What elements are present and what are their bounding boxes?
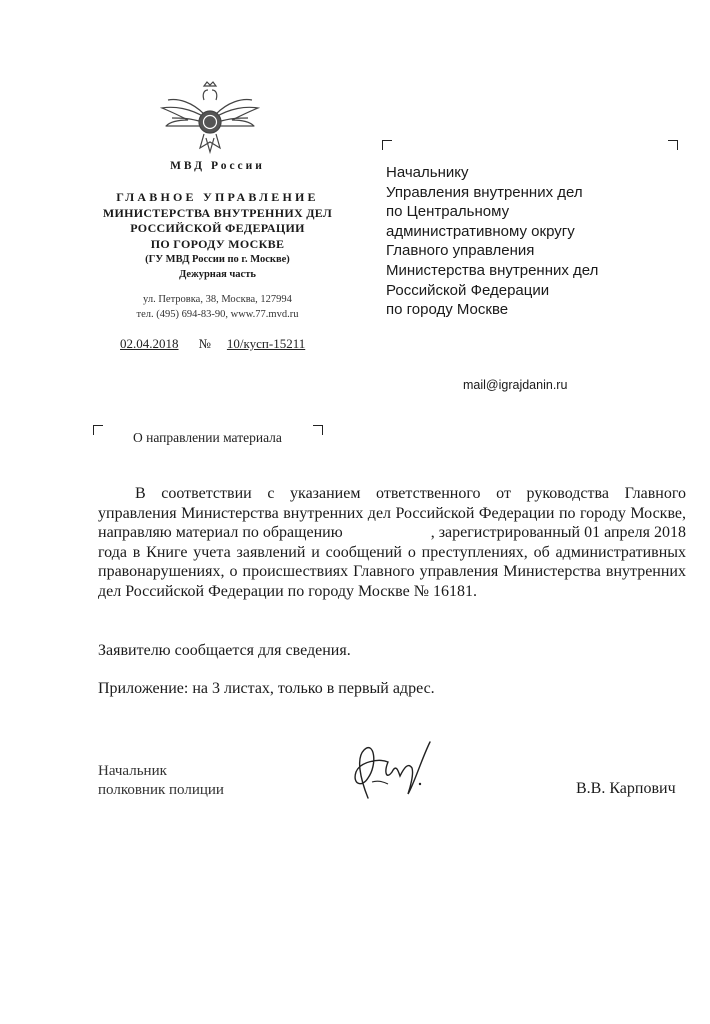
body-paragraph-main: В соответствии с указанием ответственного от руководства Главного управления Министерства внутренних дел Российской Федерации по городу Москве, направляю материал по обращению , зарегистрированный 01 апреля 2018 года в Книге учета заявлений и сообщений о преступлениях, об административных правонарушениях, о происшествиях Главного управления Министерства внутренних дел Российской Федерации по городу Москве № 16181. <box>98 485 690 600</box>
addressee-block <box>386 163 686 320</box>
subject-corner-right <box>313 425 323 435</box>
addressee-corner-left <box>382 140 392 150</box>
addressee-line: по городу Москве <box>386 301 509 319</box>
mvd-emblem-icon <box>160 78 260 156</box>
addressee-line: Главного управления <box>386 242 535 260</box>
ministry-name: МВД России <box>170 160 265 172</box>
addressee-line: Российской Федерации <box>386 281 550 299</box>
org-line-2: МИНИСТЕРСТВА ВНУТРЕННИХ ДЕЛ <box>102 205 333 220</box>
addressee-line: Начальнику <box>386 164 469 181</box>
signatory-position: Начальник <box>98 763 167 779</box>
body-paragraph-notice: Заявителю сообщается для сведения. <box>98 642 351 659</box>
signatory-rank: полковник полиции <box>98 782 224 798</box>
document-number: 10/кусп-15211 <box>226 336 306 351</box>
org-short-name: (ГУ МВД России по г. Москве) <box>145 254 290 265</box>
document-date: 02.04.2018 <box>120 336 179 351</box>
subject-corner-left <box>93 425 103 435</box>
organization-header <box>80 160 355 322</box>
signatory-name: В.В. Карпович <box>576 780 676 797</box>
letter-subject: О направлении материала <box>133 430 282 445</box>
addressee-line: по Центральному <box>386 203 510 221</box>
addressee-line: Министерства внутренних дел <box>386 261 599 279</box>
addressee-line: Управления внутренних дел <box>386 183 583 201</box>
org-line-1: ГЛАВНОЕ УПРАВЛЕНИЕ <box>116 190 319 204</box>
addressee-email: mail@igrajdanin.ru <box>463 378 568 392</box>
number-sign: № <box>198 336 211 351</box>
body-paragraph-attachment: Приложение: на 3 листах, только в первый адрес. <box>98 680 435 697</box>
registration-line <box>120 336 305 352</box>
signatory-title <box>98 762 224 800</box>
addressee-line: административному округу <box>386 222 575 240</box>
org-line-4: ПО ГОРОДУ МОСКВЕ <box>150 236 285 251</box>
org-line-3: РОССИЙСКОЙ ФЕДЕРАЦИИ <box>130 221 305 235</box>
org-contacts-line: тел. (495) 694-83-90, www.77.mvd.ru <box>136 309 299 320</box>
org-address <box>80 292 355 322</box>
addressee-corner-right <box>668 140 678 150</box>
handwritten-signature <box>338 728 438 804</box>
org-address-line: ул. Петровка, 38, Москва, 127994 <box>143 294 292 305</box>
department-name: Дежурная часть <box>179 269 256 280</box>
